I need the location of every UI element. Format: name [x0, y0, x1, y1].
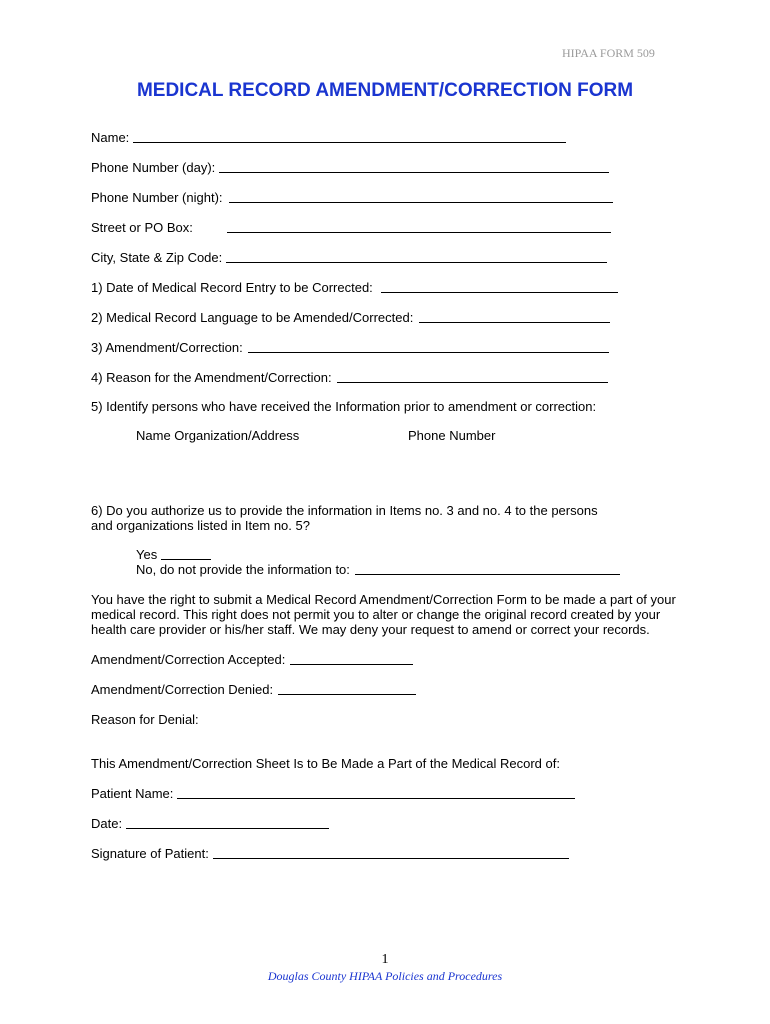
date-entry-label: 1) Date of Medical Record Entry to be Corrected: [91, 280, 373, 295]
language-field[interactable] [419, 321, 610, 323]
form-title: MEDICAL RECORD AMENDMENT/CORRECTION FORM [136, 80, 634, 101]
accepted-field[interactable] [290, 663, 413, 665]
reason-denial-label: Reason for Denial: [91, 712, 199, 727]
language-row [91, 310, 610, 325]
signature-row [91, 846, 569, 861]
signature-field[interactable] [213, 857, 569, 859]
street-label: Street or PO Box: [91, 220, 193, 235]
denied-row [91, 682, 416, 697]
city-field[interactable] [226, 261, 607, 263]
sheet-statement: This Amendment/Correction Sheet Is to Be Made a Part of the Medical Record of: [91, 756, 560, 771]
no-label: No, do not provide the information to: [136, 562, 350, 577]
item5-label: 5) Identify persons who have received the Information prior to amendment or correction: [91, 399, 597, 414]
reason-denial-area[interactable] [91, 730, 681, 752]
recipients-entry-area[interactable] [91, 448, 681, 494]
denied-label: Amendment/Correction Denied: [91, 682, 274, 697]
yes-field[interactable] [161, 558, 211, 560]
date-entry-field[interactable] [381, 291, 618, 293]
phone-night-field[interactable] [229, 201, 613, 203]
form-number: HIPAA FORM 509 [562, 46, 655, 60]
page-number: 1 [381, 952, 389, 967]
yes-label: Yes [136, 547, 158, 562]
city-label: City, State & Zip Code: [91, 250, 223, 265]
amendment-row [91, 340, 609, 355]
date-row [91, 816, 329, 831]
date-field[interactable] [126, 827, 329, 829]
street-field[interactable] [227, 231, 611, 233]
phone-day-label: Phone Number (day): [91, 160, 216, 175]
phone-night-label: Phone Number (night): [91, 190, 223, 205]
street-row [91, 220, 611, 235]
accepted-row [91, 652, 413, 667]
name-label: Name: [91, 130, 130, 145]
no-recipient-field[interactable] [355, 573, 620, 575]
yes-row [136, 547, 211, 562]
rights-paragraph: You have the right to submit a Medical Record Amendment/Correction Form to be made a part of your medical record. This right does not permit you to alter or change the original record created by your health care provider or his/her staff. We may deny your request to amend or correct your records. [91, 592, 676, 637]
accepted-label: Amendment/Correction Accepted: [91, 652, 286, 667]
phone-day-field[interactable] [219, 171, 609, 173]
amendment-label: 3) Amendment/Correction: [91, 340, 243, 355]
date-entry-row [91, 280, 618, 295]
denied-field[interactable] [278, 693, 416, 695]
date-label: Date: [91, 816, 123, 831]
patient-name-label: Patient Name: [91, 786, 174, 801]
city-row [91, 250, 607, 265]
item6-question: 6) Do you authorize us to provide the information in Items no. 3 and no. 4 to the persons and organizations listed in Item no. 5? [91, 503, 598, 533]
reason-row [91, 370, 608, 385]
patient-name-field[interactable] [177, 797, 575, 799]
name-row [91, 130, 566, 145]
item5-column-name: Name Organization/Address [136, 428, 300, 443]
patient-name-row [91, 786, 575, 801]
phone-night-row [91, 190, 613, 205]
reason-field[interactable] [337, 381, 608, 383]
amendment-field[interactable] [248, 351, 609, 353]
signature-label: Signature of Patient: [91, 846, 209, 861]
footer-text: Douglas County HIPAA Policies and Procedures [267, 969, 503, 983]
reason-label: 4) Reason for the Amendment/Correction: [91, 370, 332, 385]
name-field[interactable] [133, 141, 566, 143]
no-row [136, 562, 620, 577]
phone-day-row [91, 160, 609, 175]
language-label: 2) Medical Record Language to be Amended/Corrected: [91, 310, 414, 325]
item5-column-phone: Phone Number [408, 428, 496, 443]
